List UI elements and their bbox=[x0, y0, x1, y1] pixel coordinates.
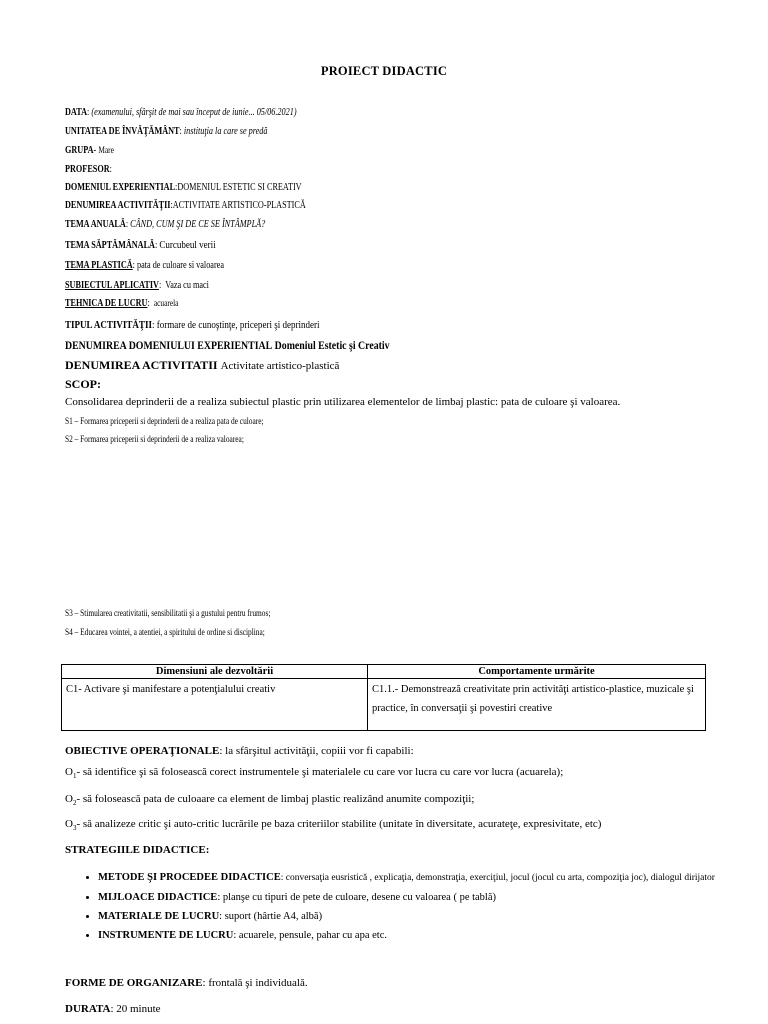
section-label: DENUMIREA ACTIVITATII bbox=[65, 358, 218, 372]
list-item: • INSTRUMENTE DE LUCRU: acuarele, pensule, pahar cu apa etc. bbox=[98, 926, 738, 945]
field-label: DATA bbox=[65, 107, 88, 118]
field-value: CÂND, CUM ŞI DE CE SE ÎNTÂMPLĂ? bbox=[130, 219, 266, 230]
field-value: formare de cunoştinţe, priceperi şi deprinderi bbox=[156, 319, 320, 331]
strategii-heading: STRATEGIILE DIDACTICE: bbox=[65, 844, 210, 856]
section-value: Domeniul Estetic şi Creativ bbox=[274, 338, 390, 352]
field-tema-anuala: TEMA ANUALĂ: CÂND, CUM ŞI DE CE SE ÎNTÂMPLĂ? bbox=[65, 219, 266, 230]
obiective-heading bbox=[65, 745, 414, 757]
table-cell: C1- Activare şi manifestare a potenţialului creativ bbox=[62, 679, 368, 731]
field-domeniul: DOMENIUL EXPERIENTIAL:DOMENIUL ESTETIC SI CREATIV bbox=[65, 182, 302, 193]
field-profesor: PROFESOR: bbox=[65, 164, 112, 175]
obiectiv-item: $O_1-$ să identifice şi să folosească corect instrumentele şi materialele cu care vor lucra cu care vor lucra (acuarela); bbox=[65, 766, 564, 781]
field-label: PROFESOR bbox=[65, 164, 110, 175]
field-value: acuarela bbox=[153, 298, 179, 308]
field-label: DENUMIREA ACTIVITĂŢII bbox=[65, 200, 171, 211]
field-label: TEHNICA DE LUCRU bbox=[65, 298, 148, 309]
list-item: • METODE ŞI PROCEDEE DIDACTICE: conversaţia eusristică , explicaţia, demonstraţia, exerciţiul, jocul (jocul cu arta, compoziţia joc), dialogul dirijator bbox=[98, 868, 738, 888]
field-label: TEMA PLASTICĂ bbox=[65, 260, 133, 271]
denumirea-domeniului bbox=[65, 338, 461, 353]
field-denumirea: DENUMIREA ACTIVITĂŢII:ACTIVITATE ARTISTICO-PLASTICĂ bbox=[65, 200, 306, 211]
section-label: OBIECTIVE OPERAŢIONALE bbox=[65, 745, 220, 757]
list-item: • MIJLOACE DIDACTICE: planşe cu tipuri de pete de culoare, desene cu valoarea ( pe tablă) bbox=[98, 888, 738, 907]
table-cell: C1.1.- Demonstrează creativitate prin activităţi artistico-plastice, muzicale şi practice, în conversaţii şi povestiri creative bbox=[368, 679, 706, 731]
table-header: Comportamente urmărite bbox=[368, 665, 706, 679]
field-label: GRUPA bbox=[65, 145, 94, 156]
field-tehnica: TEHNICA DE LUCRU: acuarela bbox=[65, 298, 179, 309]
field-tema-plastica: TEMA PLASTICĂ: pata de culoare si valoarea bbox=[65, 260, 224, 271]
field-value: Mare bbox=[98, 145, 114, 155]
objective-s4: S4 – Educarea vointei, a atentiei, a spiritului de ordine si disciplina; bbox=[65, 627, 265, 637]
forme-organizare: FORME DE ORGANIZARE: frontală şi individuală. bbox=[65, 977, 308, 989]
field-value: ACTIVITATE ARTISTICO-PLASTICĂ bbox=[172, 200, 306, 211]
field-label: UNITATEA DE ÎNVĂŢĂMÂNT bbox=[65, 126, 180, 137]
list-item: • MATERIALE DE LUCRU: suport (hârtie A4, albă) bbox=[98, 907, 738, 926]
field-grupa: GRUPA- Mare bbox=[65, 145, 114, 156]
field-data: DATA: (examenului, sfârşit de mai sau început de iunie... 05/06.2021) bbox=[65, 107, 297, 118]
scop-label: SCOP: bbox=[65, 377, 101, 391]
field-value: pata de culoare si valoarea bbox=[136, 260, 224, 271]
obiectiv-item: $O_2-$ să folosească pata de culoaare ca element de limbaj plastic realizând anumite compoziţii; bbox=[65, 793, 475, 808]
table-row bbox=[62, 679, 706, 731]
table-header: Dimensiuni ale dezvoltării bbox=[62, 665, 368, 679]
strategii-list bbox=[78, 868, 738, 945]
section-value: Activitate artistico-plastică bbox=[220, 360, 340, 372]
objective-s3: S3 – Stimularea creativitatii, sensibilitatii şi a gustului pentru frumos; bbox=[65, 608, 271, 618]
field-label: SUBIECTUL APLICATIV bbox=[65, 280, 159, 291]
field-label: TEMA ANUALĂ bbox=[65, 219, 126, 230]
section-label: DENUMIREA DOMENIULUI EXPERIENTIAL bbox=[65, 338, 273, 352]
field-label: DOMENIUL EXPERIENTIAL bbox=[65, 182, 176, 193]
objective-s1: S1 – Formarea priceperii si deprinderii de a realiza pata de culoare; bbox=[65, 416, 264, 426]
field-unitatea: UNITATEA DE ÎNVĂŢĂMÂNT: instituţia la care se predă bbox=[65, 126, 268, 137]
durata: DURATA: 20 minute bbox=[65, 1003, 161, 1015]
scop-text: Consolidarea deprinderii de a realiza subiectul plastic prin utilizarea elementelor de limbaj plastic: pata de culoare şi valoarea. bbox=[65, 396, 621, 408]
field-value: DOMENIUL ESTETIC SI CREATIV bbox=[177, 182, 302, 193]
field-label: TIPUL ACTIVITĂŢII bbox=[65, 319, 152, 331]
section-intro: : la sfârşitul activităţii, copiii vor fi capabili: bbox=[219, 745, 414, 757]
document-title: PROIECT DIDACTIC bbox=[320, 64, 448, 78]
field-value: instituţia la care se predă bbox=[183, 126, 268, 137]
table-header-row bbox=[62, 665, 706, 679]
objective-s2: S2 – Formarea priceperii si deprinderii de a realiza valoarea; bbox=[65, 434, 244, 444]
obiectiv-item: $O_3-$ să analizeze critic şi auto-critic lucrările pe baza criteriilor stabilite (unitate în diversitate, acurateţe, expresivitate, etc) bbox=[65, 818, 602, 833]
denumirea-activitatii bbox=[65, 358, 339, 373]
dimensions-table bbox=[61, 664, 706, 731]
field-subiectul: SUBIECTUL APLICATIV: Vaza cu maci bbox=[65, 280, 209, 291]
field-value: Vaza cu maci bbox=[165, 280, 209, 291]
field-value: Curcubeul verii bbox=[159, 239, 216, 251]
field-tema-saptamanala: TEMA SĂPTĂMÂNALĂ: Curcubeul verii bbox=[65, 239, 216, 251]
field-tipul: TIPUL ACTIVITĂŢII: formare de cunoştinţe, priceperi şi deprinderi bbox=[65, 319, 320, 331]
field-value: (examenului, sfârşit de mai sau început de iunie... 05/06.2021) bbox=[91, 107, 297, 118]
field-label: TEMA SĂPTĂMÂNALĂ bbox=[65, 240, 155, 251]
